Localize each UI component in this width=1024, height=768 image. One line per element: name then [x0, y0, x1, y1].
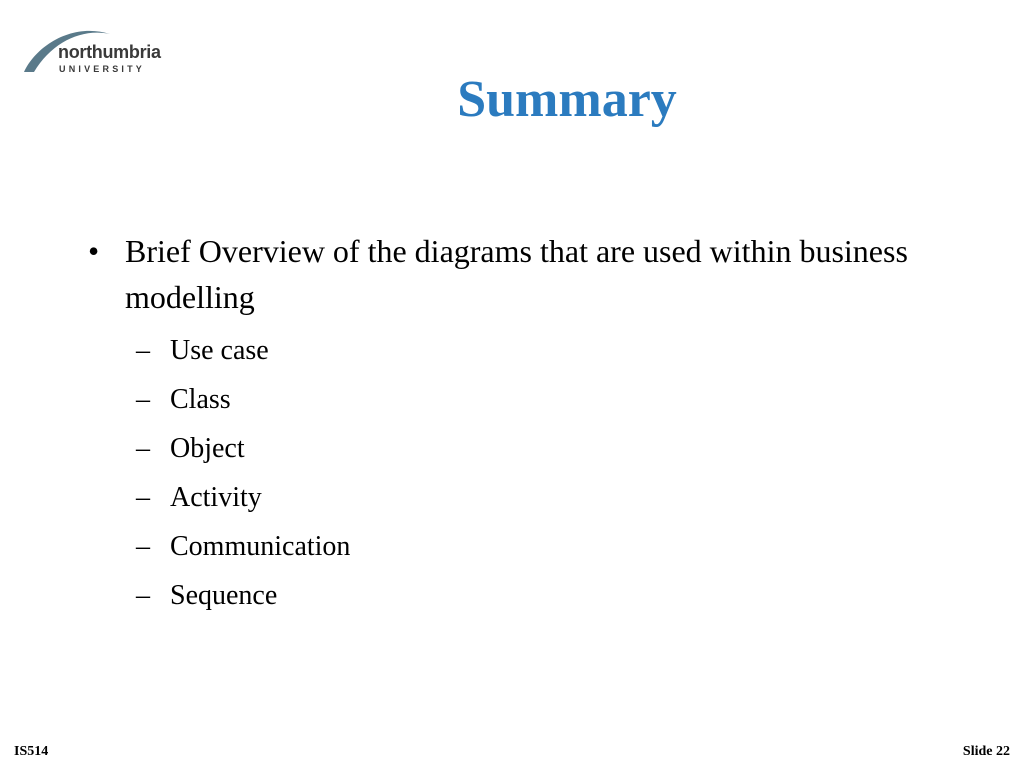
bullet-marker: • — [88, 233, 100, 269]
slide-content — [88, 228, 988, 620]
logo-subtitle: UNIVERSITY — [59, 64, 146, 74]
sub-bullet-text: Sequence — [170, 580, 278, 611]
slide-title: Summary — [457, 71, 677, 128]
sub-bullet-item — [88, 424, 988, 473]
university-logo — [22, 22, 172, 78]
sub-bullet-marker: – — [136, 531, 150, 562]
sub-bullet-text: Communication — [170, 531, 351, 562]
sub-bullet-text: Object — [170, 433, 245, 464]
sub-bullet-item — [88, 375, 988, 424]
sub-bullet-item — [88, 326, 988, 375]
sub-bullet-marker: – — [136, 335, 150, 366]
sub-bullet-text: Activity — [170, 482, 262, 513]
sub-bullet-item — [88, 522, 988, 571]
sub-bullet-marker: – — [136, 433, 150, 464]
sub-bullet-text: Class — [170, 384, 231, 415]
footer-course-code: IS514 — [14, 744, 49, 759]
sub-bullet-item — [88, 473, 988, 522]
sub-bullet-list — [88, 326, 988, 620]
sub-bullet-marker: – — [136, 482, 150, 513]
sub-bullet-text: Use case — [170, 335, 269, 366]
sub-bullet-item — [88, 571, 988, 620]
sub-bullet-marker: – — [136, 580, 150, 611]
footer-slide-number: Slide 22 — [962, 744, 1010, 759]
bullet-text: Brief Overview of the diagrams that are used within business modelling — [125, 233, 908, 315]
logo-name: northumbria — [58, 42, 161, 62]
sub-bullet-marker: – — [136, 384, 150, 415]
bullet-item — [88, 228, 988, 320]
